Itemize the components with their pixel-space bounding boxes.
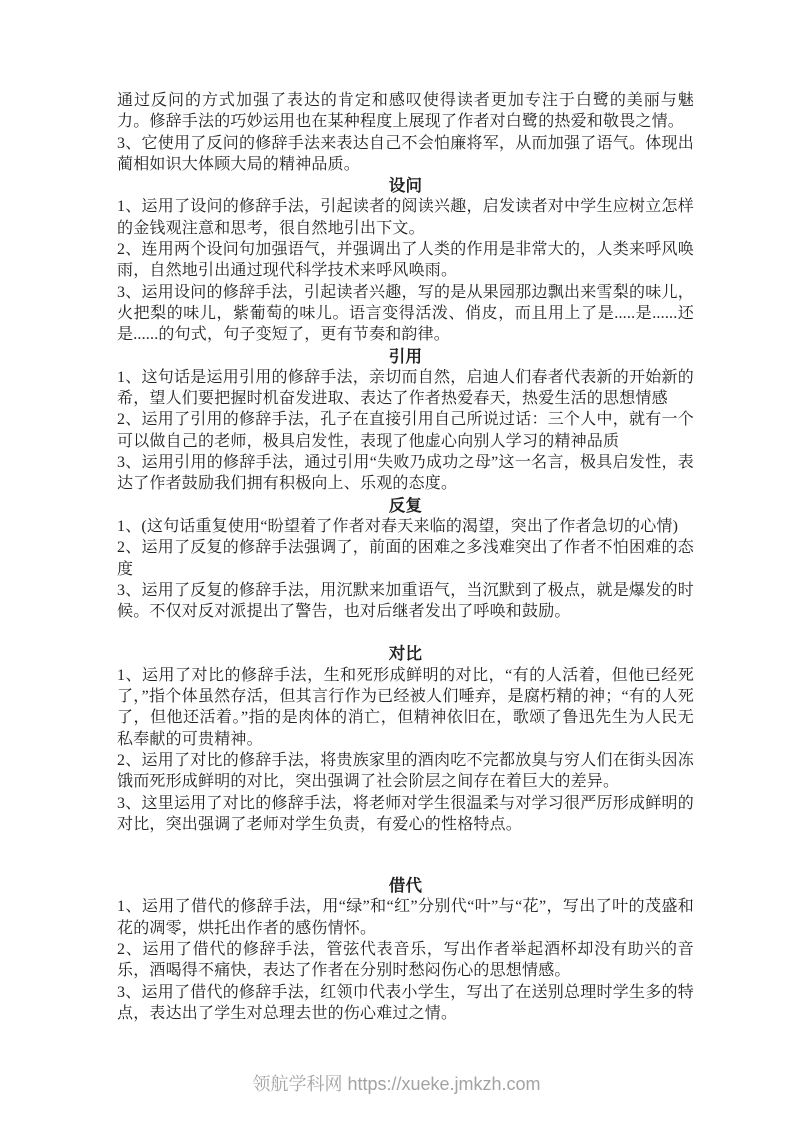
- watermark-text: 领航学科网 https://xueke.jmkzh.com: [252, 1074, 541, 1094]
- duibi-item-2: 2、运用了对比的修辞手法，将贵族家里的酒肉吃不完都放臭与穷人们在街头因冻饿而死形成鲜明的对比，突出强调了社会阶层之间存在着巨大的差异。: [117, 751, 694, 791]
- shewen-item-3: 3、运用设问的修辞手法，引起读者兴趣，写的是从果园那边飘出来雪梨的味儿，火把梨的味儿，紫葡萄的味儿。语言变得活泼、俏皮，而且用上了是.....是......还是......的句式，句子变短了，更有节奏和韵律。: [117, 283, 694, 344]
- section-heading-fanfu: 反复: [388, 495, 423, 515]
- intro-paragraph-rhetorical-question-effect: 通过反问的方式加强了表达的肯定和感叹使得读者更加专注于白鹭的美丽与魅力。修辞手法的巧妙运用也在某种程度上展现了作者对白鹭的热爱和敬畏之情。: [117, 92, 694, 131]
- section-heading-yinyong: 引用: [388, 346, 423, 366]
- jiedai-item-2: 2、运用了借代的修辞手法，管弦代表音乐，写出作者举起酒杯却没有助兴的音乐，酒喝得不痛快，表达了作者在分别时愁闷伤心的思想情感。: [117, 940, 694, 980]
- section-heading-shewen: 设问: [388, 176, 423, 196]
- section-heading-jiedai: 借代: [388, 876, 423, 896]
- duibi-item-3: 3、这里运用了对比的修辞手法，将老师对学生很温柔与对学习很严厉形成鲜明的对比，突出强调了老师对学生负责，有爱心的性格特点。: [117, 794, 694, 833]
- yinyong-item-2: 2、运用了引用的修辞手法，孔子在直接引用自己所说过话：三个人中，就有一个可以做自己的老师，极具启发性，表现了他虚心向别人学习的精神品质: [117, 411, 694, 450]
- fanfu-item-1: 1、(这句话重复使用“盼望着了作者对春天来临的渴望，突出了作者急切的心情): [117, 517, 679, 535]
- fanfu-item-3: 3、运用了反复的修辞手法，用沉默来加重语气，当沉默到了极点，就是爆发的时候。不仅对反对派提出了警告，也对后继者发出了呼唤和鼓励。: [117, 581, 694, 621]
- jiedai-item-1: 1、运用了借代的修辞手法，用“绿”和“红”分别代“叶”与“花”，写出了叶的茂盛和花的凋零，烘托出作者的感伤情怀。: [117, 898, 694, 937]
- jiedai-item-3: 3、运用了借代的修辞手法，红领巾代表小学生，写出了在送别总理时学生多的特点，表达出了学生对总理去世的伤心难过之情。: [117, 983, 694, 1022]
- fanfu-item-2: 2、运用了反复的修辞手法强调了，前面的困难之多浅难突出了作者不怕困难的态度: [117, 539, 694, 578]
- duibi-item-1: 1、运用了对比的修辞手法，生和死形成鲜明的对比，“有的人活着，但他已经死了，”指个体虽然存活，但其言行作为已经被人们唾弃，是腐朽精的神；“有的人死了，但他还活着。”指的是肉体的消亡，但精神依旧在，歌颂了鲁迅先生为人民无私奉献的可贵精神。: [117, 666, 694, 748]
- shewen-item-1: 1、运用了设问的修辞手法，引起读者的阅读兴趣，启发读者对中学生应树立怎样的金钱观注意和思考，很自然地引出下文。: [117, 198, 694, 237]
- document-body: [117, 90, 694, 1024]
- shewen-item-2: 2、连用两个设问句加强语气，并强调出了人类的作用是非常大的，人类来呼风唤雨，自然地引出通过现代科学技术来呼风唤雨。: [117, 241, 694, 280]
- yinyong-item-1: 1、这句话是运用引用的修辞手法，亲切而自然，启迪人们春者代表新的开始新的希，望人们要把握时机奋发进取、表达了作者热爱春天，热爱生活的思想情感: [117, 368, 694, 408]
- intro-paragraph-item-3: 3、它使用了反问的修辞手法来表达自己不会怕廉将军，从而加强了语气。体现出蔺相如识大体顾大局的精神品质。: [117, 134, 694, 173]
- section-heading-duibi: 对比: [388, 644, 423, 664]
- footer-watermark: [0, 1070, 793, 1096]
- yinyong-item-3: 3、运用引用的修辞手法，通过引用“失败乃成功之母”这一名言，极具启发性，表达了作者鼓励我们拥有积极向上、乐观的态度。: [117, 454, 694, 493]
